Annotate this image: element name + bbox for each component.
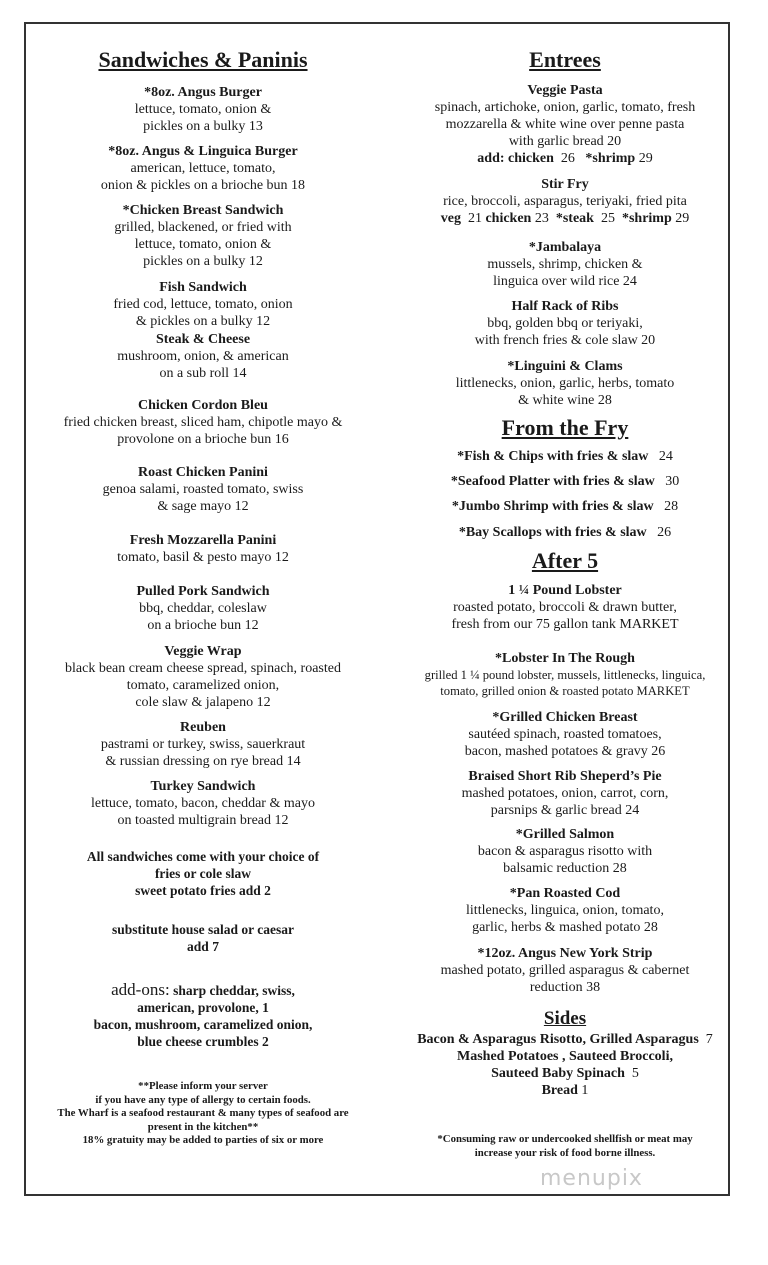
item-description: *Consuming raw or undercooked shellfish or meat may	[437, 1133, 693, 1145]
item-text: 26	[553, 151, 586, 166]
item-description: add 7	[187, 939, 219, 954]
item-description: pickles on a bulky 12	[143, 254, 263, 269]
item-name: *Grilled Chicken Breast	[492, 710, 638, 725]
fine-print	[392, 1133, 738, 1160]
item-name: Fish Sandwich	[159, 280, 247, 295]
item-description: fried chicken breast, sliced ham, chipotle mayo &	[63, 415, 343, 430]
item-description: littlenecks, linguica, onion, tomato,	[466, 903, 664, 918]
menu-item	[392, 358, 738, 409]
menu-item	[28, 643, 378, 711]
item-description: american, provolone, 1	[137, 1000, 269, 1015]
item-name: Pulled Pork Sandwich	[136, 584, 270, 599]
item-label: Mashed Potatoes , Sauteed Broccoli,	[457, 1049, 673, 1064]
item-label: Bread	[541, 1083, 578, 1098]
item-name: Roast Chicken Panini	[138, 465, 268, 480]
item-name: *Pan Roasted Cod	[509, 886, 621, 901]
item-name: *8oz. Angus & Linguica Burger	[108, 144, 298, 159]
menu-item	[392, 298, 738, 349]
item-description: black bean cream cheese spread, spinach, roasted	[65, 661, 341, 676]
item-description: if you have any type of allergy to certain foods.	[95, 1093, 311, 1106]
item-description: bbq, golden bbq or teriyaki,	[487, 316, 643, 331]
menu-item	[392, 709, 738, 760]
item-description: sautéed spinach, roasted tomatoes,	[468, 727, 662, 742]
item-name: *12oz. Angus New York Strip	[477, 946, 653, 961]
item-description: The Wharf is a seafood restaurant & many types of seafood are	[57, 1107, 349, 1119]
menu-item	[392, 1031, 738, 1099]
item-name: Veggie Wrap	[164, 644, 242, 659]
item-description: cole slaw & jalapeno 12	[135, 695, 271, 710]
item-description: balsamic reduction 28	[503, 861, 627, 876]
item-label: *Seafood Platter with fries & slaw	[450, 474, 655, 489]
item-name: Braised Short Rib Sheperd’s Pie	[468, 769, 662, 784]
menu-item	[392, 524, 738, 541]
item-label: *Fish & Chips with fries & slaw	[457, 449, 649, 464]
item-label: add: chicken	[477, 151, 554, 166]
item-description: & sage mayo 12	[157, 499, 249, 514]
item-description: lettuce, tomato, bacon, cheddar & mayo	[91, 796, 315, 811]
item-description: parsnips & garlic bread 24	[490, 803, 640, 818]
item-description: pastrami or turkey, swiss, sauerkraut	[100, 737, 306, 752]
item-description: on a sub roll 14	[159, 366, 247, 381]
menu-item	[28, 397, 378, 448]
item-name: Fresh Mozzarella Panini	[129, 533, 277, 548]
menu-item	[28, 84, 378, 135]
menu-item	[392, 768, 738, 819]
item-description: All sandwiches come with your choice of	[86, 849, 320, 864]
menu-item	[28, 532, 378, 566]
item-description: on toasted multigrain bread 12	[117, 813, 289, 828]
section-title: From the Fry	[501, 415, 629, 440]
item-description: 18% gratuity may be added to parties of six or more	[82, 1134, 324, 1146]
item-name: *Chicken Breast Sandwich	[122, 203, 284, 218]
item-name: *Linguini & Clams	[507, 359, 623, 374]
item-name: Veggie Pasta	[527, 83, 603, 98]
item-name: Stir Fry	[541, 177, 589, 192]
item-description: fresh from our 75 gallon tank MARKET	[451, 617, 679, 632]
item-description: on a brioche bun 12	[147, 618, 259, 633]
menu-item	[392, 473, 738, 490]
item-description: grilled, blackened, or fried with	[114, 220, 292, 235]
item-name: Steak & Cheese	[155, 332, 251, 347]
menu-item	[392, 448, 738, 465]
menu-item	[392, 945, 738, 996]
item-label: *Bay Scallops with fries & slaw	[458, 525, 647, 540]
menu-item	[392, 176, 738, 227]
item-text: 7	[698, 1032, 713, 1047]
menu-item	[392, 885, 738, 936]
item-description: onion & pickles on a brioche bun 18	[100, 178, 306, 193]
menu-item	[392, 498, 738, 515]
item-description: blue cheese crumbles 2	[137, 1034, 269, 1049]
item-description: lettuce, tomato, onion &	[134, 102, 272, 117]
item-description: **Please inform your server	[138, 1080, 268, 1092]
item-description: mussels, shrimp, chicken &	[487, 257, 643, 272]
menu-item	[28, 143, 378, 194]
item-description: bacon & asparagus risotto with	[477, 844, 653, 859]
menu-item	[28, 778, 378, 829]
item-description: mashed potatoes, onion, carrot, corn,	[461, 786, 669, 801]
item-description: tomato, basil & pesto mayo 12	[117, 550, 289, 565]
item-text: 29	[671, 211, 690, 226]
menu-item	[28, 279, 378, 330]
item-description: roasted potato, broccoli & drawn butter,	[453, 600, 677, 615]
item-line	[392, 524, 738, 541]
item-name: Turkey Sandwich	[150, 779, 256, 794]
watermark-logo: menupix	[540, 1166, 643, 1191]
section-title: Sandwiches & Paninis	[98, 47, 308, 72]
item-line	[392, 150, 738, 167]
item-description: tomato, caramelized onion,	[126, 678, 280, 693]
item-description: lettuce, tomato, onion &	[134, 237, 272, 252]
item-line	[392, 1031, 738, 1048]
item-text: 1	[577, 1083, 589, 1098]
item-line	[28, 981, 378, 999]
item-description: sweet potato fries add 2	[135, 883, 271, 898]
item-label: Sauteed Baby Spinach	[491, 1066, 625, 1081]
item-line	[392, 498, 738, 515]
item-line	[392, 210, 738, 227]
item-label: veg	[440, 211, 461, 226]
item-line	[392, 473, 738, 490]
item-text: 29	[635, 151, 653, 166]
menu-item	[28, 331, 378, 382]
menu-item	[392, 826, 738, 877]
item-description: fries or cole slaw	[154, 866, 252, 881]
section-heading	[392, 547, 738, 575]
item-description: genoa salami, roasted tomato, swiss	[102, 482, 304, 497]
item-text: 24	[648, 449, 673, 464]
item-text: 23	[531, 211, 556, 226]
menu-note	[28, 981, 378, 1050]
item-text: 5	[624, 1066, 639, 1081]
item-name: 1 ¼ Pound Lobster	[508, 583, 622, 598]
menu-item	[28, 202, 378, 270]
item-name: *Grilled Salmon	[515, 827, 615, 842]
item-text: 28	[653, 499, 679, 514]
item-line	[392, 1048, 738, 1065]
item-name: *Jambalaya	[528, 240, 602, 255]
item-description: bacon, mashed potatoes & gravy 26	[464, 744, 666, 759]
item-description: fried cod, lettuce, tomato, onion	[113, 297, 293, 312]
menu-item	[392, 239, 738, 290]
section-title: Sides	[543, 1008, 587, 1029]
item-label: *shrimp	[621, 211, 672, 226]
section-heading	[392, 414, 738, 442]
menu-item	[392, 650, 738, 699]
item-description: rice, broccoli, asparagus, teriyaki, fried pita	[443, 194, 687, 209]
item-description: & russian dressing on rye bread 14	[105, 754, 301, 769]
section-heading	[392, 46, 738, 74]
item-label: chicken	[485, 211, 532, 226]
item-text: 21	[460, 211, 486, 226]
item-label: *steak	[555, 211, 594, 226]
item-description: linguica over wild rice 24	[493, 274, 637, 289]
menu-item	[28, 583, 378, 634]
item-line	[392, 448, 738, 465]
item-description: provolone on a brioche bun 16	[117, 432, 289, 447]
item-description: mushroom, onion, & american	[117, 349, 289, 364]
item-description: with garlic bread 20	[508, 134, 622, 149]
item-text: sharp cheddar, swiss,	[169, 983, 295, 998]
menu-note	[28, 848, 378, 899]
item-description: bacon, mushroom, caramelized onion,	[93, 1017, 313, 1032]
section-title: After 5	[531, 548, 599, 573]
item-description: & white wine 28	[518, 393, 612, 408]
item-label: *shrimp	[585, 151, 636, 166]
item-label: *Jumbo Shrimp with fries & slaw	[451, 499, 654, 514]
item-line	[392, 1065, 738, 1082]
section-heading	[28, 46, 378, 74]
item-description: tomato, grilled onion & roasted potato MARKET	[440, 684, 690, 698]
item-line	[392, 1082, 738, 1099]
item-description: bbq, cheddar, coleslaw	[139, 601, 267, 616]
menu-item	[392, 82, 738, 167]
item-name: Chicken Cordon Bleu	[138, 398, 268, 413]
item-name: *Lobster In The Rough	[495, 651, 635, 666]
menu-item	[28, 719, 378, 770]
item-description: garlic, herbs & mashed potato 28	[472, 920, 658, 935]
fine-print	[28, 1080, 378, 1148]
item-description: spinach, artichoke, onion, garlic, tomato, fresh	[434, 100, 696, 115]
item-text: 25	[593, 211, 622, 226]
item-name: Reuben	[180, 720, 226, 735]
menu-item	[28, 464, 378, 515]
item-description: grilled 1 ¼ pound lobster, mussels, littlenecks, linguica,	[424, 668, 706, 682]
item-description: increase your risk of food borne illness.	[474, 1146, 656, 1159]
item-description: & pickles on a bulky 12	[135, 314, 271, 329]
section-title: Entrees	[529, 47, 601, 72]
menu-note	[28, 921, 378, 955]
item-text: 26	[646, 525, 672, 540]
item-name: *8oz. Angus Burger	[144, 85, 262, 100]
item-description: mashed potato, grilled asparagus & cabernet	[440, 963, 690, 978]
item-label: Bacon & Asparagus Risotto, Grilled Asparagus	[417, 1032, 699, 1047]
item-description: american, lettuce, tomato,	[130, 161, 276, 176]
item-name: Half Rack of Ribs	[511, 299, 619, 314]
item-description: present in the kitchen**	[147, 1120, 259, 1133]
item-description: substitute house salad or caesar	[111, 922, 294, 937]
item-description: with french fries & cole slaw 20	[474, 333, 656, 348]
item-text: 30	[654, 474, 680, 489]
section-heading	[392, 1008, 738, 1030]
menu-item	[392, 582, 738, 633]
item-description: reduction 38	[529, 980, 601, 995]
item-description: pickles on a bulky 13	[143, 119, 263, 134]
item-text: add-ons:	[111, 980, 170, 999]
item-description: littlenecks, onion, garlic, herbs, tomato	[455, 376, 675, 391]
item-description: mozzarella & white wine over penne pasta	[445, 117, 685, 132]
